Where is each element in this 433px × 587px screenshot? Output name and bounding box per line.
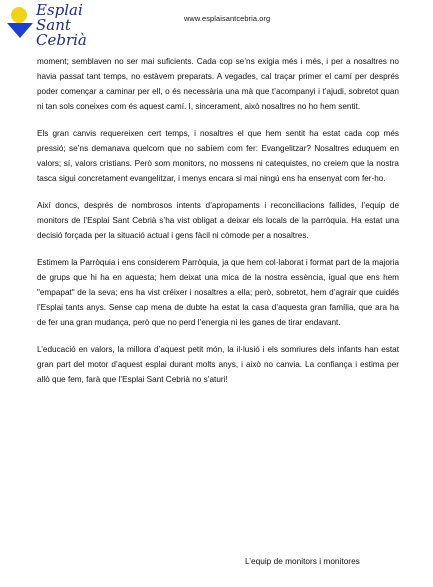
logo-shapes-icon [6,3,40,39]
paragraph: Els gran canvis requereixen cert temps, i nosaltres el que hem sentit ha estat cada cop més pressió; se’ns demanava quelcom que no sabíem com fer: Evangelitzar? Nosaltres eduquem en valors; sí, valors cristians. Però som monitors, no mossens ni catequistes, no creiem que la nostra tasca sigui concretament evangelitzar, i menys encara si mai ningú ens ha ensenyat com fer-ho. [37,129,399,183]
logo-text [36,3,116,48]
letter-body [37,54,399,399]
paragraph: moment; semblaven no ser mai suficients. Cada cop se’ns exigia més i més, i per a nosaltres no havia passat tant temps, no estàvem preparats. A vegades, cal traçar primer el camí per després poder començar a caminar per ell, o és necessària una mà que t’acompanyi i t’ajudi, sobretot quan ni tan sols coneixes com és aquest camí. I, sincerament, això nosaltres no ho hem sentit. [37,57,399,111]
paragraph: L’educació en valors, la millora d’aquest petit món, la il·lusió i els somriures dels infants han estat gran part del motor d’aquest esplai durant molts anys, i això no canvia. La confiança i estima per allò que fem, farà que l’Esplai Sant Cebrià no s’aturi! [37,345,399,384]
site-url[interactable]: www.esplaisantcebria.org [184,14,271,23]
paragraph: Estimem la Parròquia i ens considerem Parròquia, ja que hem col·laborat i format part de la majoria de grups que hi ha en aquesta; hem deixat una mica de la nostra essència, igual que ens hem "empapat" de la seva; ens ha vist créixer i nosaltres a ella; però, sobretot, hem d’agrair que cuidés l’Esplai tants anys. Sense cap mena de dubte ha estat la casa d’aquesta gran família, que ara ha de fer una gran mudança, però que no perd l’energia ni les ganes de tirar endavant. [37,258,399,327]
logo-line-1: Esplai [36,1,83,19]
page-header [0,0,433,49]
signature: L’equip de monitors i monitores [245,556,360,566]
esplai-logo [6,1,116,49]
logo-line-2: Sant Cebrià [36,16,87,49]
paragraph: Així doncs, després de nombrosos intents d’apropaments i reconciliacions fallides, l’equip de monitors de l’Esplai Sant Cebrià s’ha vist obligat a deixar els locals de la parròquia. Ha estat una decisió forçada per la situació actual i gens fàcil ni còmode per a nosaltres. [37,201,399,240]
